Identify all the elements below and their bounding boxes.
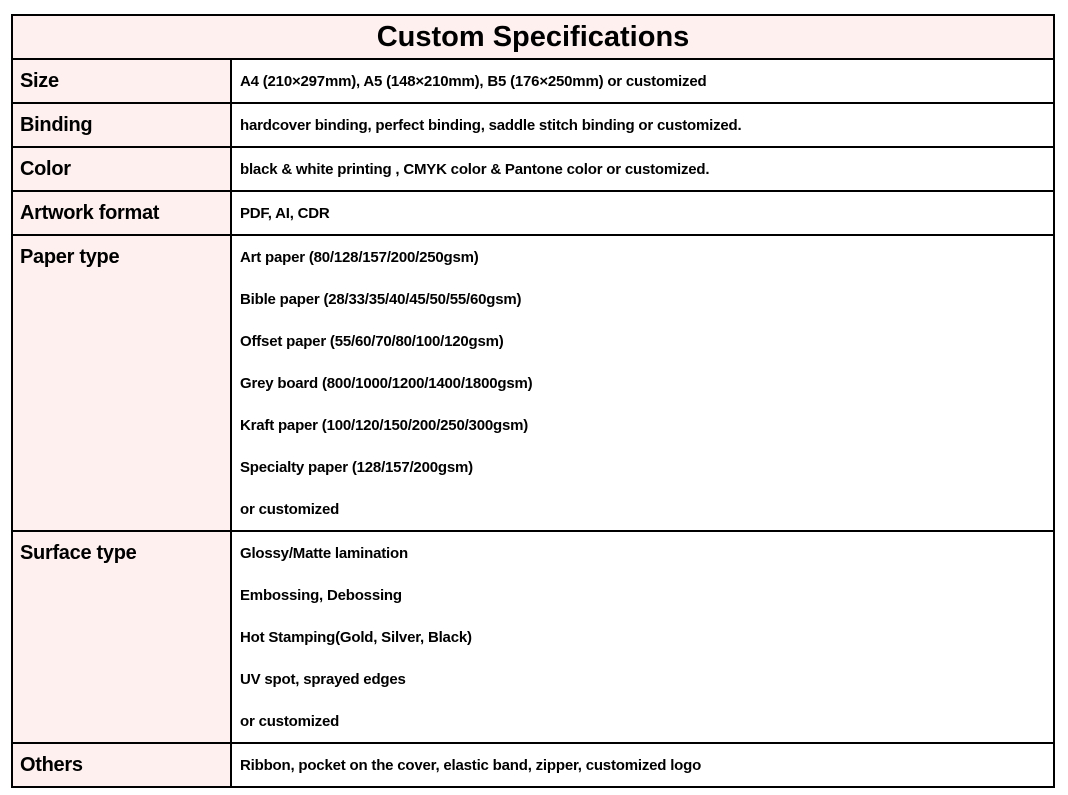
value-line: or customized [240, 712, 340, 730]
value-line: hardcover binding, perfect binding, saddle stitch binding or customized. [240, 116, 742, 134]
table-rows [13, 58, 1053, 786]
value-line: Art paper (80/128/157/200/250gsm) [240, 248, 479, 266]
row-value-cell [232, 104, 1053, 146]
value-line: PDF, AI, CDR [240, 204, 330, 222]
row-value-cell [232, 192, 1053, 234]
row-value-cell [232, 60, 1053, 102]
row-label-cell [13, 192, 232, 234]
table-row [13, 58, 1053, 102]
table-row [13, 190, 1053, 234]
table-row [13, 742, 1053, 786]
value-line: Specialty paper (128/157/200gsm) [240, 458, 473, 476]
table-row [13, 102, 1053, 146]
table-row [13, 234, 1053, 530]
row-value-cell [232, 236, 1053, 530]
row-label: Color [20, 157, 71, 180]
row-label-cell [13, 148, 232, 190]
row-label: Paper type [20, 245, 120, 268]
row-value-cell [232, 744, 1053, 786]
table-row [13, 530, 1053, 742]
value-line: Hot Stamping(Gold, Silver, Black) [240, 628, 472, 646]
row-value-cell [232, 532, 1053, 742]
value-line: Ribbon, pocket on the cover, elastic band, zipper, customized logo [240, 756, 702, 774]
value-line: or customized [240, 500, 340, 518]
row-label: Binding [20, 113, 93, 136]
row-label-cell [13, 744, 232, 786]
row-label-cell [13, 236, 232, 530]
value-line: A4 (210×297mm), A5 (148×210mm), B5 (176×250mm) or customized [240, 72, 707, 90]
value-line: Glossy/Matte lamination [240, 544, 408, 562]
table-row [13, 146, 1053, 190]
row-label-cell [13, 60, 232, 102]
row-label-cell [13, 532, 232, 742]
spec-table [11, 14, 1055, 788]
value-line: black & white printing , CMYK color & Pantone color or customized. [240, 160, 710, 178]
value-line: UV spot, sprayed edges [240, 670, 406, 688]
table-title: Custom Specifications [13, 16, 1053, 58]
value-line: Bible paper (28/33/35/40/45/50/55/60gsm) [240, 290, 522, 308]
row-value-cell [232, 148, 1053, 190]
value-line: Grey board (800/1000/1200/1400/1800gsm) [240, 374, 533, 392]
row-label: Size [20, 69, 59, 92]
row-label: Surface type [20, 541, 137, 564]
row-label: Artwork format [20, 201, 160, 224]
row-label: Others [20, 753, 83, 776]
value-line: Embossing, Debossing [240, 586, 402, 604]
row-label-cell [13, 104, 232, 146]
value-line: Kraft paper (100/120/150/200/250/300gsm) [240, 416, 529, 434]
value-line: Offset paper (55/60/70/80/100/120gsm) [240, 332, 504, 350]
